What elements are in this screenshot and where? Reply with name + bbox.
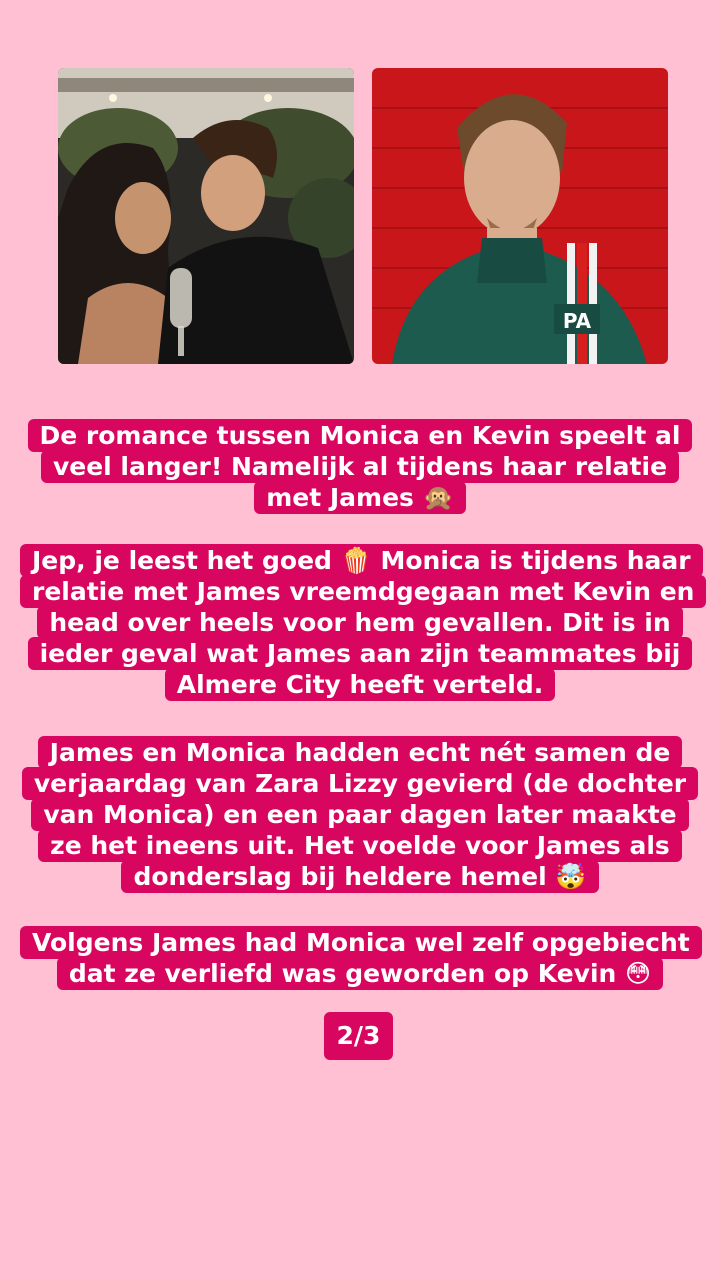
caption-4	[20, 927, 700, 989]
photo-man-green-jacket	[372, 68, 668, 364]
page-indicator: 2/3	[324, 1012, 393, 1060]
caption-4-text: Volgens James had Monica wel zelf opgebiecht dat ze verliefd was geworden op Kevin 😳	[20, 926, 702, 990]
caption-1	[20, 420, 700, 513]
caption-3-text: James en Monica hadden echt nét samen de verjaardag van Zara Lizzy gevierd (de dochter van Monica) en een paar dagen later maakte ze het ineens uit. Het voelde voor James als donderslag bij heldere hemel 🤯	[22, 736, 698, 893]
jacket-logo-text: PA	[562, 309, 592, 333]
caption-1-text: De romance tussen Monica en Kevin speelt al veel langer! Namelijk al tijdens haar relatie met James 🙊	[28, 419, 693, 514]
caption-3	[20, 737, 700, 892]
caption-2-text: Jep, je leest het goed 🍿 Monica is tijdens haar relatie met James vreemdgegaan met Kevin en head over heels voor hem gevallen. Dit is in ieder geval wat James aan zijn teammates bij Almere City heeft verteld.	[20, 544, 706, 701]
photo-couple	[58, 68, 354, 364]
caption-2	[20, 545, 700, 700]
